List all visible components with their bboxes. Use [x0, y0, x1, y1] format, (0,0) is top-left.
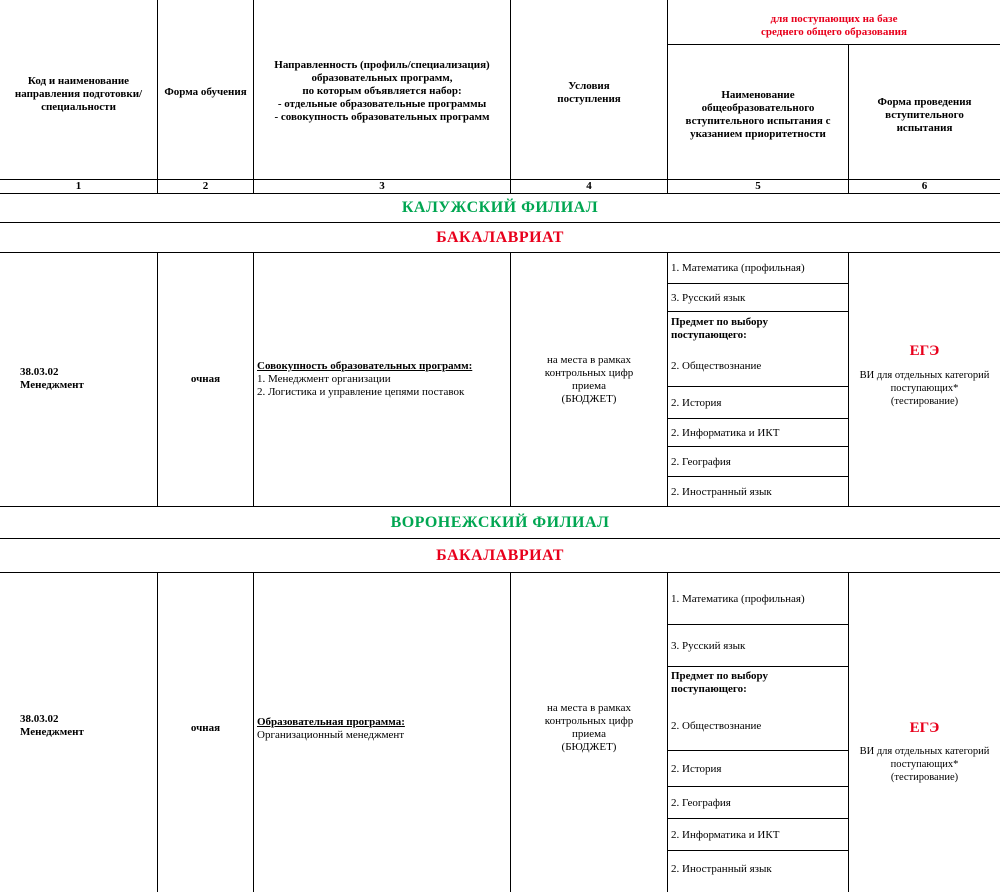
subject-item: 2. Обществознание — [671, 359, 762, 372]
program-list: 1. Менеджмент организации 2. Логистика и управление цепями поставок — [257, 373, 465, 398]
header-exam-form: Форма проведения вступительного испытания — [877, 95, 972, 134]
col-number-3: 3 — [379, 180, 385, 192]
header-code: Код и наименование направления подготовки/ специальности — [14, 75, 143, 113]
col-number-5: 5 — [755, 180, 761, 192]
ege-note: ВИ для отдельных категорий поступающих* (тестирование) — [859, 370, 990, 407]
subject-item: 1. Математика (профильная) — [671, 592, 805, 605]
ege-label: ЕГЭ — [909, 343, 940, 359]
col-number-2: 2 — [202, 180, 209, 192]
code-number: 38.03.02 — [20, 713, 59, 725]
program-heading: Совокупность образовательных программ: — [257, 360, 473, 372]
col-number-4: 4 — [586, 180, 592, 192]
subject-choice-heading: Предмет по выбору поступающего: — [671, 316, 768, 341]
header-exam-name: Наименование общеобразовательного вступительного испытания с указанием приоритетности — [685, 89, 831, 140]
admission-conditions: на места в рамках контрольных цифр приема (БЮДЖЕТ) — [544, 702, 634, 753]
level-title-voronezh: БАКАЛАВРИАТ — [436, 546, 564, 564]
code-name: Менеджмент — [20, 726, 84, 738]
subject-choice-heading: Предмет по выбору поступающего: — [671, 670, 768, 695]
col-number-6: 6 — [921, 180, 928, 192]
header-group-secondary: для поступающих на базе среднего общего образования — [761, 13, 907, 38]
subject-item: 3. Русский язык — [671, 291, 746, 304]
code-name: Менеджмент — [20, 379, 84, 391]
code-number: 38.03.02 — [20, 366, 59, 378]
ege-note: ВИ для отдельных категорий поступающих* (тестирование) — [859, 746, 990, 783]
program-profile — [257, 716, 509, 742]
program-heading: Образовательная программа: — [257, 716, 405, 728]
study-form: очная — [190, 721, 221, 734]
exam-form — [849, 720, 1000, 784]
subject-item: 2. История — [671, 396, 722, 409]
subject-item: 2. Обществознание — [671, 720, 762, 732]
ege-label: ЕГЭ — [909, 720, 940, 736]
branch-title-voronezh: ВОРОНЕЖСКИЙ ФИЛИАЛ — [390, 513, 610, 531]
subject-item: 1. Математика (профильная) — [671, 262, 805, 274]
program-code — [20, 713, 150, 739]
exam-form — [849, 343, 1000, 408]
subject-item: 3. Русский язык — [671, 639, 746, 652]
branch-title-kaluga: КАЛУЖСКИЙ ФИЛИАЛ — [401, 199, 599, 216]
subject-item: 2. География — [671, 796, 731, 809]
subject-item: 2. Иностранный язык — [671, 485, 772, 498]
col-number-1: 1 — [75, 180, 82, 192]
subject-item: 2. Информатика и ИКТ — [671, 426, 780, 439]
level-title-kaluga: БАКАЛАВРИАТ — [436, 228, 564, 246]
program-profile — [257, 360, 509, 399]
program-code — [20, 366, 150, 392]
header-form: Форма обучения — [164, 86, 247, 98]
header-profile: Направленность (профиль/специализация) образовательных программ, по которым объявляется набор: - отдельные образовательные программы - совокупность образовательных программ — [274, 59, 490, 123]
subject-item: 2. Информатика и ИКТ — [671, 828, 780, 841]
subject-item: 2. История — [671, 762, 722, 775]
study-form: очная — [190, 373, 221, 385]
subject-item: 2. Иностранный язык — [671, 862, 772, 875]
admission-conditions: на места в рамках контрольных цифр приема (БЮДЖЕТ) — [544, 353, 634, 405]
header-conditions: Условия поступления — [557, 79, 621, 105]
program-list: Организационный менеджмент — [257, 729, 405, 741]
subject-item: 2. География — [671, 455, 731, 468]
